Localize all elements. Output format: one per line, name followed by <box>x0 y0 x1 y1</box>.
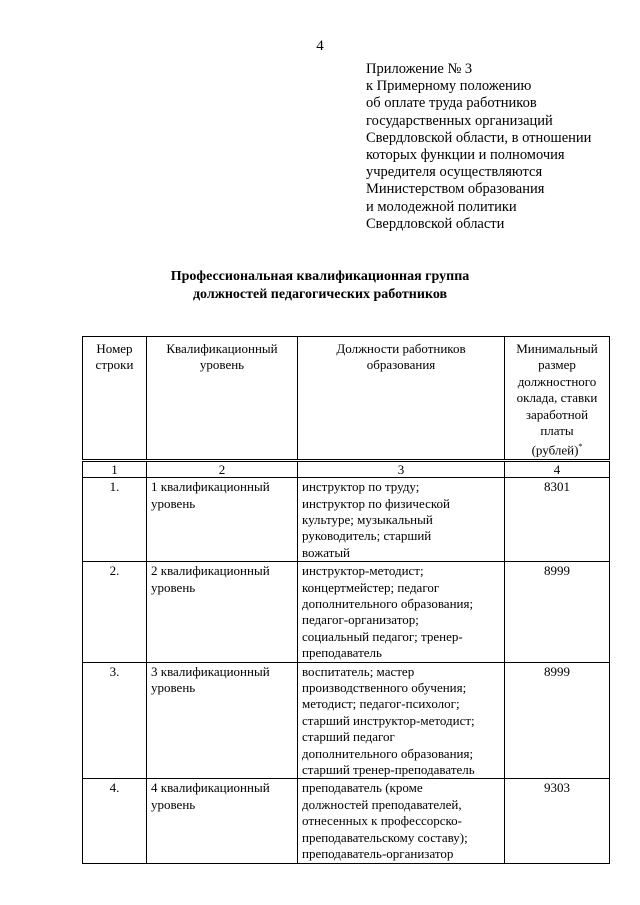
cell-line: 3 квалификационный <box>151 663 270 679</box>
header-text: оклада, ставки <box>516 390 598 406</box>
cell-line: 4 квалификационный <box>151 780 270 796</box>
header-text <box>509 439 605 459</box>
cell-line: преподаватель <box>302 645 382 661</box>
positions-cell <box>298 562 505 662</box>
header-text: Минимальный <box>516 341 598 356</box>
cell-line: вожатый <box>302 544 351 560</box>
appendix-line: которых функции и полномочия <box>366 147 565 164</box>
cell-line: уровень <box>151 680 196 696</box>
cell-line: уровень <box>151 495 196 511</box>
level-cell <box>147 562 298 662</box>
cell-line: методист; педагог-психолог; <box>302 696 460 712</box>
page-number: 4 <box>316 38 324 54</box>
appendix-line: Министерством образования <box>366 181 545 198</box>
row-number-cell <box>83 478 147 562</box>
cell-value: 9303 <box>544 780 570 796</box>
header-text: заработной <box>525 406 589 422</box>
header-text: уровень <box>199 357 245 373</box>
salary-cell <box>505 662 610 779</box>
header-level <box>147 337 298 461</box>
table-body <box>83 478 610 863</box>
row-number-cell <box>83 779 147 863</box>
table-row <box>83 562 610 662</box>
title-line: Профессиональная квалификационная группа <box>170 269 470 284</box>
header-text: должностного <box>517 373 597 389</box>
cell-line: преподаватель-организатор <box>302 846 454 862</box>
cell-line: уровень <box>151 796 196 812</box>
appendix-line: об оплате труда работников <box>366 95 537 112</box>
cell-line: дополнительного образования; <box>302 745 474 761</box>
cell-line: культуре; музыкальный <box>302 511 433 527</box>
appendix-line: Приложение № 3 <box>366 61 473 77</box>
cell-line: отнесенных к профессорско- <box>302 813 462 829</box>
cell-line: инструктор-методист; <box>302 563 424 579</box>
header-text: платы <box>540 423 574 439</box>
cell-line: дополнительного образования; <box>302 596 474 612</box>
cell-line: воспитатель; мастер <box>302 663 415 679</box>
qualification-table <box>82 336 610 864</box>
row-number-cell <box>83 562 147 662</box>
cell-line: должностей преподавателей, <box>302 796 462 812</box>
level-cell <box>147 779 298 863</box>
cell-line: инструктор по труду; <box>302 479 420 495</box>
cell-line: уровень <box>151 579 196 595</box>
salary-cell <box>505 478 610 562</box>
cell-value: 8301 <box>544 479 570 495</box>
column-number-row <box>83 461 610 478</box>
salary-cell <box>505 779 610 863</box>
table-row <box>83 662 610 779</box>
salary-unit: (рублей) <box>531 442 579 458</box>
appendix-line: Свердловской области, в отношении <box>366 129 592 146</box>
cell-line: старший тренер-преподаватель <box>302 762 475 778</box>
appendix-line: государственных организаций <box>366 112 553 129</box>
table-row <box>83 779 610 863</box>
column-number: 2 <box>147 461 298 478</box>
cell-line: производственного обучения; <box>302 680 467 696</box>
cell-value: 8999 <box>544 663 570 679</box>
header-text: образования <box>366 357 436 373</box>
cell-line: 1 квалификационный <box>151 479 270 495</box>
column-number: 4 <box>505 461 610 478</box>
cell-value: 1. <box>109 479 120 495</box>
cell-line: преподавательскому составу); <box>302 829 468 845</box>
cell-line: старший инструктор-методист; <box>302 712 475 728</box>
table-row <box>83 478 610 562</box>
appendix-line: и молодежной политики <box>366 198 517 215</box>
cell-line: социальный педагог; тренер- <box>302 628 463 644</box>
footnote-mark: * <box>578 442 583 452</box>
title-line: должностей педагогических работников <box>192 287 448 302</box>
level-cell <box>147 662 298 779</box>
header-text: Квалификационный <box>166 341 278 356</box>
level-cell <box>147 478 298 562</box>
cell-line: концертмейстер; педагог <box>302 579 440 595</box>
positions-cell <box>298 662 505 779</box>
column-number: 1 <box>83 461 147 478</box>
appendix-header <box>366 61 626 233</box>
positions-cell <box>298 478 505 562</box>
appendix-line: к Примерному положению <box>366 78 532 95</box>
header-text: строки <box>95 357 134 373</box>
positions-cell <box>298 779 505 863</box>
header-text: Должности работников <box>336 341 466 356</box>
salary-cell <box>505 562 610 662</box>
cell-line: старший педагог <box>302 729 395 745</box>
appendix-line: Свердловской области <box>366 215 505 232</box>
cell-value: 3. <box>109 663 120 679</box>
appendix-line: учредителя осуществляются <box>366 164 543 181</box>
document-title <box>0 268 640 304</box>
cell-line: руководитель; старший <box>302 528 432 544</box>
table-header-row <box>83 337 610 461</box>
header-salary <box>505 337 610 461</box>
column-number: 3 <box>298 461 505 478</box>
cell-value: 8999 <box>544 563 570 579</box>
cell-value: 2. <box>109 563 120 579</box>
row-number-cell <box>83 662 147 779</box>
header-text: размер <box>538 357 576 373</box>
cell-value: 4. <box>109 780 120 796</box>
cell-line: 2 квалификационный <box>151 563 270 579</box>
header-positions <box>298 337 505 461</box>
cell-line: инструктор по физической <box>302 495 450 511</box>
cell-line: педагог-организатор; <box>302 612 419 628</box>
header-text: Номер <box>96 341 133 356</box>
cell-line: преподаватель (кроме <box>302 780 423 796</box>
header-row-number <box>83 337 147 461</box>
